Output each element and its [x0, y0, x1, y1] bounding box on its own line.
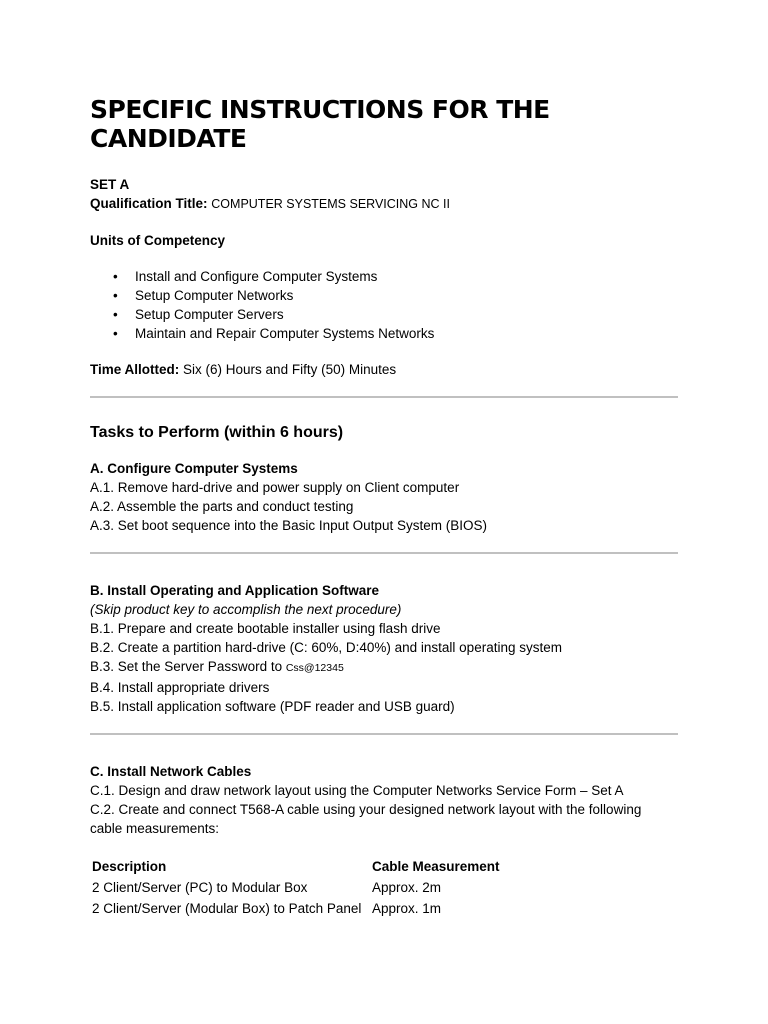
table-header-row [90, 856, 524, 877]
server-password: Css@12345 [285, 662, 344, 674]
task-item: B.2. Create a partition hard-drive (C: 60%, D:40%) and install operating system [90, 640, 562, 655]
page-title: SPECIFIC INSTRUCTIONS FOR THE CANDIDATE [90, 95, 550, 153]
task-item: B.3. Set the Server Password to Css@12345 [90, 659, 344, 674]
qualification-label: Qualification Title: [90, 196, 208, 211]
task-item: C.2. Create and connect T568-A cable using your designed network layout with the following [90, 802, 642, 817]
set-label: SET A [90, 177, 130, 192]
column-header-cable-measurement: Cable Measurement [372, 859, 500, 874]
bullet-icon: • [113, 326, 118, 341]
table-row [90, 898, 524, 919]
list-item: • Setup Computer Servers [113, 307, 284, 322]
time-label: Time Allotted: [90, 362, 180, 377]
time-value: Six (6) Hours and Fifty (50) Minutes [183, 362, 397, 377]
bullet-icon: • [113, 288, 118, 303]
bullet-icon: • [113, 269, 118, 284]
task-item: A.2. Assemble the parts and conduct testing [90, 499, 354, 514]
task-item: C.1. Design and draw network layout using the Computer Networks Service Form – Set A [90, 783, 624, 798]
table-cell: 2 Client/Server (PC) to Modular Box [92, 880, 308, 895]
table-cell: Approx. 2m [372, 880, 442, 895]
task-item: A.3. Set boot sequence into the Basic Input Output System (BIOS) [90, 518, 487, 533]
table-cell: Approx. 1m [372, 901, 442, 916]
section-a-heading: A. Configure Computer Systems [90, 461, 298, 476]
column-header-description: Description [92, 859, 167, 874]
document-page [90, 95, 680, 919]
list-item: • Maintain and Repair Computer Systems Networks [113, 326, 435, 341]
section-c-heading: C. Install Network Cables [90, 764, 252, 779]
table-row [90, 877, 524, 898]
task-item-continuation: cable measurements: [90, 821, 220, 836]
list-item: • Install and Configure Computer Systems [113, 269, 378, 284]
divider [90, 733, 678, 735]
section-b-note: (Skip product key to accomplish the next procedure) [90, 602, 402, 617]
task-item: B.4. Install appropriate drivers [90, 680, 270, 695]
task-item: B.1. Prepare and create bootable installer using flash drive [90, 621, 441, 636]
list-item: • Setup Computer Networks [113, 288, 294, 303]
units-heading: Units of Competency [90, 233, 226, 248]
divider [90, 552, 678, 554]
bullet-icon: • [113, 307, 118, 322]
task-item: A.1. Remove hard-drive and power supply on Client computer [90, 480, 460, 495]
divider [90, 396, 678, 398]
table-cell: 2 Client/Server (Modular Box) to Patch Panel [92, 901, 362, 916]
qualification-value: COMPUTER SYSTEMS SERVICING NC II [211, 197, 450, 211]
task-item: B.5. Install application software (PDF reader and USB guard) [90, 699, 455, 714]
qualification-line [90, 194, 680, 214]
units-list [90, 267, 680, 343]
section-b-heading: B. Install Operating and Application Software [90, 583, 380, 598]
time-allotted [90, 360, 680, 379]
cable-measurement-table [90, 856, 524, 919]
tasks-heading: Tasks to Perform (within 6 hours) [90, 424, 344, 441]
